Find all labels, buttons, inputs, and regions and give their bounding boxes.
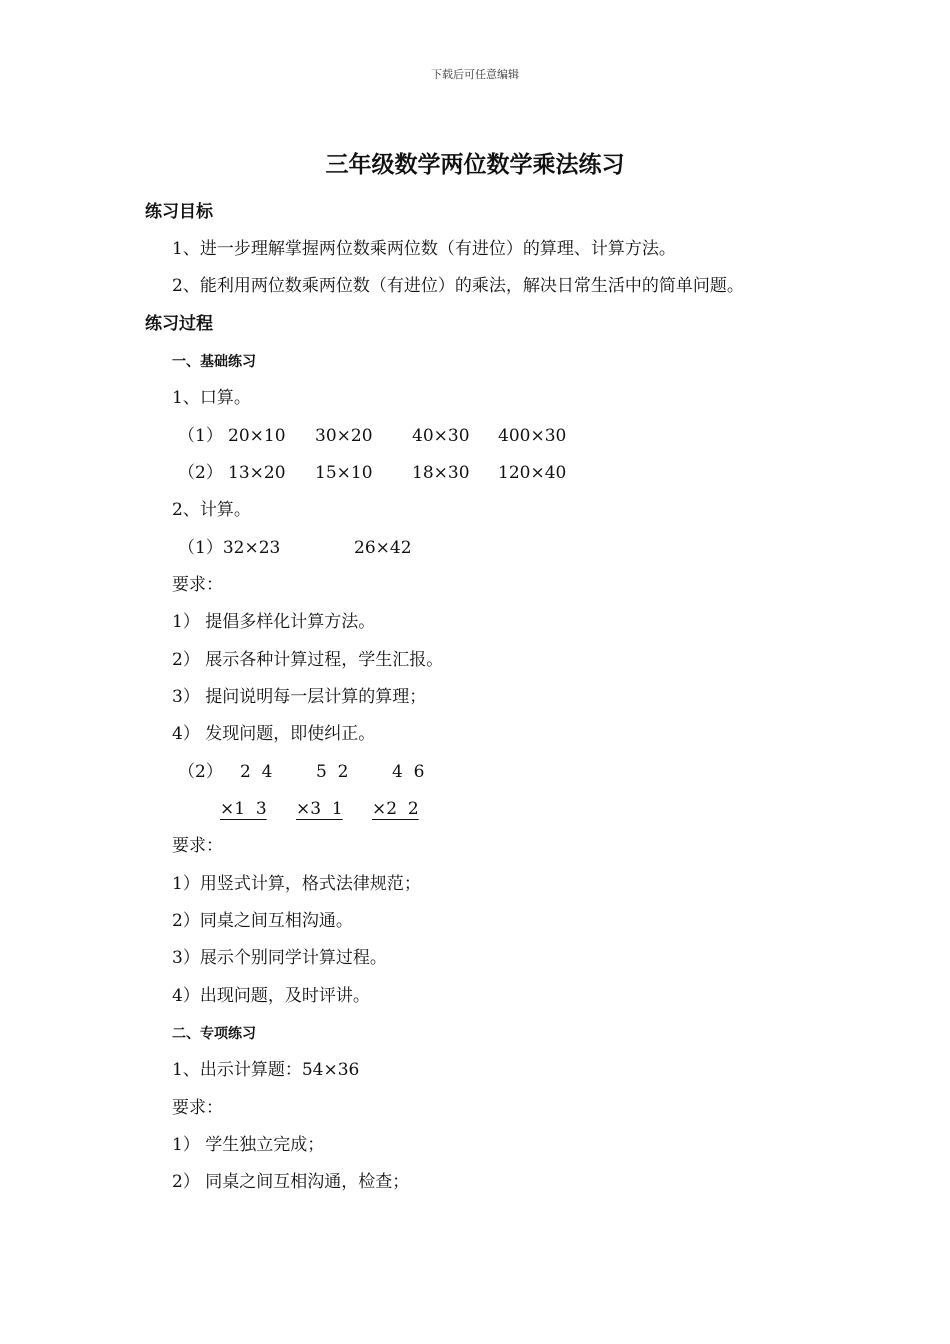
goal-item-1: 1、进一步理解掌握两位数乘两位数（有进位）的算理、计算方法。 xyxy=(172,239,676,259)
multiplier: ×2 2 xyxy=(372,799,419,819)
requirement-item: 2） 同桌之间互相沟通，检查； xyxy=(172,1172,410,1192)
multiplicand: 5 2 xyxy=(316,762,349,782)
process-heading: 练习过程 xyxy=(145,314,213,334)
multiplicand: 2 4 xyxy=(240,762,273,782)
multiplier: ×1 3 xyxy=(220,799,267,819)
requirement-item: 4）出现问题，及时评讲。 xyxy=(172,986,370,1006)
part1-heading: 一、基础练习 xyxy=(172,354,256,370)
oral-calc-row-1 xyxy=(172,424,672,448)
vertical-calc-bottom-row xyxy=(172,797,572,821)
requirement-item: 3） 提问说明每一层计算的算理； xyxy=(172,687,427,707)
calc-label: 2、计算。 xyxy=(172,500,251,520)
problem: 400×30 xyxy=(498,426,567,446)
problem: 18×30 xyxy=(412,463,470,483)
oral-calc-row-2 xyxy=(172,461,672,485)
requirement-item: 3）展示个别同学计算过程。 xyxy=(172,948,387,968)
multiplier: ×3 1 xyxy=(296,799,343,819)
requirements-label: 要求： xyxy=(172,836,223,856)
problem: 13×20 xyxy=(228,463,286,483)
requirement-item: 1）用竖式计算，格式法律规范； xyxy=(172,874,421,894)
goals-heading: 练习目标 xyxy=(145,202,213,222)
vertical-calc-top-row xyxy=(172,760,572,784)
problem: 30×20 xyxy=(315,426,373,446)
oral-calc-label: 1、口算。 xyxy=(172,388,251,408)
multiplicand: 4 6 xyxy=(392,762,425,782)
goal-item-2: 2、能利用两位数乘两位数（有进位）的乘法，解决日常生活中的简单问题。 xyxy=(172,276,744,296)
problem: （1）32×23 xyxy=(178,538,281,558)
requirement-item: 2） 展示各种计算过程，学生汇报。 xyxy=(172,650,444,670)
problem: 26×42 xyxy=(354,538,412,558)
problem: 15×10 xyxy=(315,463,373,483)
problem: 20×10 xyxy=(228,426,286,446)
requirement-item: 1） 学生独立完成； xyxy=(172,1135,325,1155)
requirement-item: 4） 发现问题，即使纠正。 xyxy=(172,724,376,744)
problem: 120×40 xyxy=(498,463,567,483)
problem: 40×30 xyxy=(412,426,470,446)
requirements-label: 要求： xyxy=(172,1098,223,1118)
calc-problem-label: 1、出示计算题：54×36 xyxy=(172,1060,360,1080)
requirements-label: 要求： xyxy=(172,575,223,595)
document-title: 三年级数学两位数学乘法练习 xyxy=(325,152,625,178)
calc-row-1 xyxy=(172,536,572,560)
header-note: 下载后可任意编辑 xyxy=(431,68,519,81)
row-label: （2） xyxy=(178,463,223,483)
row-label: （1） xyxy=(178,426,223,446)
part2-heading: 二、专项练习 xyxy=(172,1026,256,1042)
requirement-item: 2）同桌之间互相沟通。 xyxy=(172,911,353,931)
row-label: （2） xyxy=(178,762,223,782)
requirement-item: 1） 提倡多样化计算方法。 xyxy=(172,612,376,632)
